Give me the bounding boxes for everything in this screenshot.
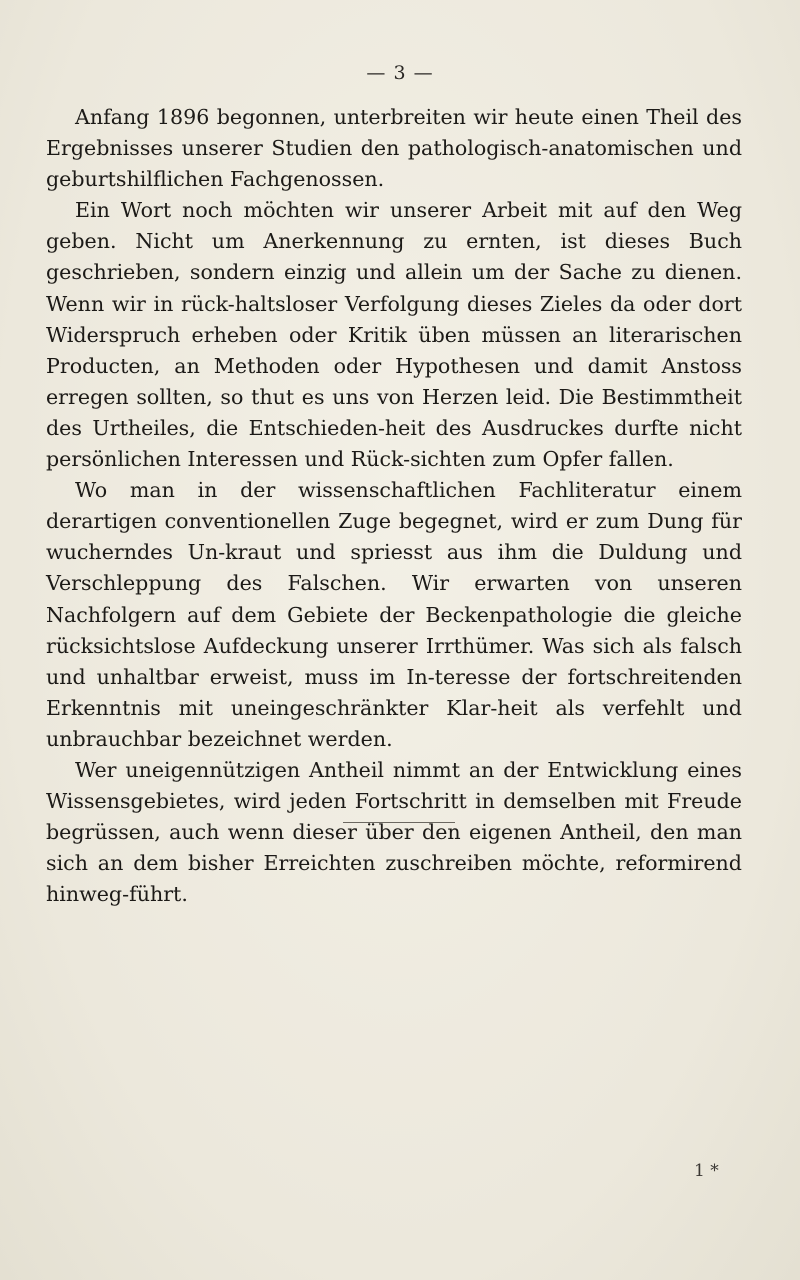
body-text <box>46 102 742 910</box>
paragraph-2: Ein Wort noch möchten wir unserer Arbeit mit auf den Weg geben. Nicht um Anerkennung zu ernten, ist dieses Buch geschrieben, sondern einzig und allein um der Sache zu dienen. Wenn wir in rück-haltsloser Verfolgung dieses Zieles da oder dort Widerspruch erheben oder Kritik üben müssen an literarischen Producten, an Methoden oder Hypothesen und damit Anstoss erregen sollten, so thut es uns von Herzen leid. Die Bestimmtheit des Urtheiles, die Entschieden-heit des Ausdruckes durfte nicht persönlichen Interessen und Rück-sichten zum Opfer fallen. <box>46 198 742 472</box>
paragraph-1: Anfang 1896 begonnen, unterbreiten wir heute einen Theil des Ergebnisses unserer Studien den pathologisch-anatomischen und geburtshilflichen Fachgenossen. <box>46 105 742 192</box>
signature-mark: 1 * <box>694 1161 719 1181</box>
page-number: — 3 — <box>366 62 434 84</box>
section-divider <box>343 822 455 823</box>
paragraph-3: Wo man in der wissenschaftlichen Fachliteratur einem derartigen conventionellen Zuge begegnet, wird er zum Dung für wucherndes Un-kraut und spriesst aus ihm die Duldung und Verschleppung des Falschen. Wir erwarten von unseren Nachfolgern auf dem Gebiete der Beckenpathologie die gleiche rücksichtslose Aufdeckung unserer Irrthümer. Was sich als falsch und unhaltbar erweist, muss im In-teresse der fortschreitenden Erkenntnis mit uneingeschränkter Klar-heit als verfehlt und unbrauchbar bezeichnet werden. <box>46 478 742 751</box>
paragraph-4: Wer uneigennützigen Antheil nimmt an der Entwicklung eines Wissensgebietes, wird jeden Fortschritt in demselben mit Freude begrüssen, auch wenn dieser über den eigenen Antheil, den man sich an dem bisher Erreichten zuschreiben möchte, reformirend hinweg-führt. <box>46 757 742 907</box>
